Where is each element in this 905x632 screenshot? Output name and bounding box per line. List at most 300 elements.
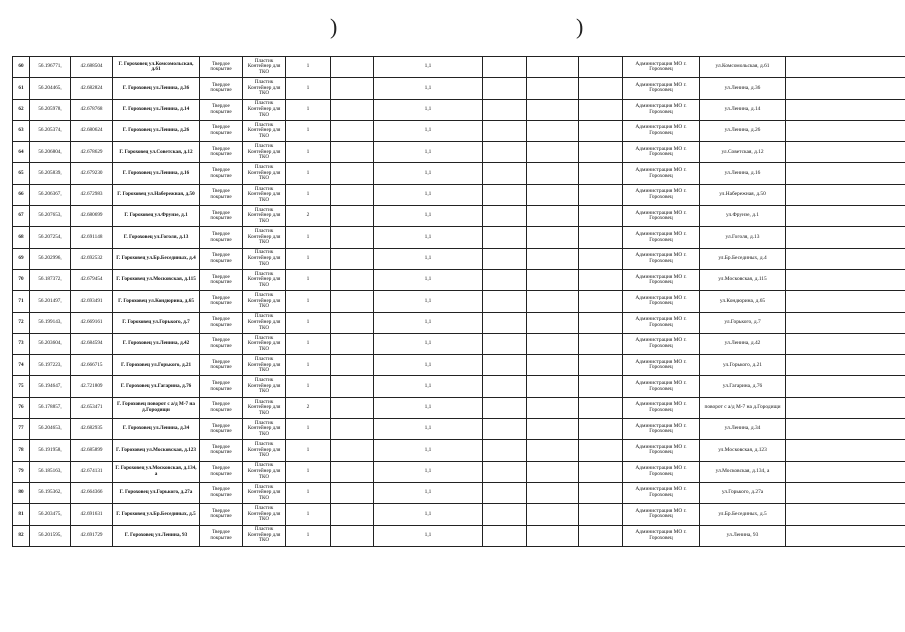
address-cell: Г. Гороховец ул.Московская, д.123 xyxy=(113,440,200,461)
row-number-cell: 66 xyxy=(13,184,30,205)
row-number-cell: 70 xyxy=(13,269,30,290)
waste-source-cell: ул.Гоголя, д.13 xyxy=(700,227,786,248)
container-count-cell: 1 xyxy=(286,419,331,440)
container-type-cell: Пластик Контейнер для ТКО xyxy=(243,163,286,184)
container-count-cell: 2 xyxy=(286,206,331,227)
owner-cell: Администрация МО г. Гороховец xyxy=(623,355,700,376)
owner-cell: Администрация МО г. Гороховец xyxy=(623,440,700,461)
container-type-cell: Пластик Контейнер для ТКО xyxy=(243,99,286,120)
container-volume-cell: 1,1 xyxy=(374,525,483,546)
row-number-cell: 77 xyxy=(13,419,30,440)
address-cell: Г. Гороховец ул.Ленина, д.16 xyxy=(113,163,200,184)
owner-cell: Администрация МО г. Гороховец xyxy=(623,376,700,397)
empty-cell xyxy=(483,525,527,546)
container-volume-cell: 1,1 xyxy=(374,461,483,482)
surface-type-cell: Твердое покрытие xyxy=(200,269,243,290)
empty-cell xyxy=(579,227,623,248)
longitude-cell: 42.688504 xyxy=(71,57,113,78)
table-row xyxy=(13,78,905,99)
longitude-cell: 42.682824 xyxy=(71,78,113,99)
empty-cell xyxy=(786,461,905,482)
owner-cell: Администрация МО г. Гороховец xyxy=(623,163,700,184)
empty-cell xyxy=(786,163,905,184)
waste-source-cell: ул.Бр.Бесединых, д.4 xyxy=(700,248,786,269)
waste-source-cell: ул.Ленина, д.26 xyxy=(700,120,786,141)
longitude-cell: 42.678629 xyxy=(71,142,113,163)
container-count-cell: 1 xyxy=(286,461,331,482)
row-number-cell: 78 xyxy=(13,440,30,461)
empty-cell xyxy=(331,333,374,354)
longitude-cell: 42.691729 xyxy=(71,525,113,546)
row-number-cell: 62 xyxy=(13,99,30,120)
empty-cell xyxy=(786,99,905,120)
empty-cell xyxy=(331,142,374,163)
row-number-cell: 81 xyxy=(13,504,30,525)
empty-cell xyxy=(527,142,579,163)
owner-cell: Администрация МО г. Гороховец xyxy=(623,397,700,418)
owner-cell: Администрация МО г. Гороховец xyxy=(623,291,700,312)
owner-cell: Администрация МО г. Гороховец xyxy=(623,184,700,205)
table-row xyxy=(13,142,905,163)
latitude-cell: 56.204465, xyxy=(30,78,71,99)
container-volume-cell: 1,1 xyxy=(374,78,483,99)
empty-cell xyxy=(579,504,623,525)
container-volume-cell: 1,1 xyxy=(374,227,483,248)
empty-cell xyxy=(579,482,623,503)
container-volume-cell: 1,1 xyxy=(374,163,483,184)
waste-source-cell: ул.Московская, д.123 xyxy=(700,440,786,461)
row-number-cell: 67 xyxy=(13,206,30,227)
longitude-cell: 42.682935 xyxy=(71,419,113,440)
latitude-cell: 56.207653, xyxy=(30,206,71,227)
surface-type-cell: Твердое покрытие xyxy=(200,78,243,99)
container-type-cell: Пластик Контейнер для ТКО xyxy=(243,57,286,78)
surface-type-cell: Твердое покрытие xyxy=(200,504,243,525)
row-number-cell: 80 xyxy=(13,482,30,503)
address-cell: Г. Гороховец ул.Ленина, д.26 xyxy=(113,120,200,141)
owner-cell: Администрация МО г. Гороховец xyxy=(623,99,700,120)
row-number-cell: 75 xyxy=(13,376,30,397)
address-cell: Г. Гороховец ул.Ленина, д.14 xyxy=(113,99,200,120)
empty-cell xyxy=(579,397,623,418)
table-row xyxy=(13,120,905,141)
punch-mark-left: ) xyxy=(330,14,338,39)
table-row xyxy=(13,355,905,376)
empty-cell xyxy=(331,355,374,376)
table-row xyxy=(13,333,905,354)
container-type-cell: Пластик Контейнер для ТКО xyxy=(243,206,286,227)
empty-cell xyxy=(579,312,623,333)
waste-source-cell: ул.Ленина, д.36 xyxy=(700,78,786,99)
surface-type-cell: Твердое покрытие xyxy=(200,206,243,227)
owner-cell: Администрация МО г. Гороховец xyxy=(623,269,700,290)
table-row xyxy=(13,163,905,184)
empty-cell xyxy=(331,482,374,503)
container-type-cell: Пластик Контейнер для ТКО xyxy=(243,525,286,546)
waste-source-cell: поворот с а/д М-7 на д.Городищи xyxy=(700,397,786,418)
container-volume-cell: 1,1 xyxy=(374,376,483,397)
waste-source-cell: ул.Горького, д.21 xyxy=(700,355,786,376)
empty-cell xyxy=(579,376,623,397)
empty-cell xyxy=(331,163,374,184)
row-number-cell: 74 xyxy=(13,355,30,376)
row-number-cell: 68 xyxy=(13,227,30,248)
empty-cell xyxy=(331,461,374,482)
empty-cell xyxy=(527,440,579,461)
empty-cell xyxy=(483,78,527,99)
surface-type-cell: Твердое покрытие xyxy=(200,291,243,312)
latitude-cell: 56.203604, xyxy=(30,333,71,354)
address-cell: Г. Гороховец ул.Ленина, д.42 xyxy=(113,333,200,354)
longitude-cell: 42.653471 xyxy=(71,397,113,418)
empty-cell xyxy=(483,504,527,525)
row-number-cell: 61 xyxy=(13,78,30,99)
container-volume-cell: 1,1 xyxy=(374,419,483,440)
surface-type-cell: Твердое покрытие xyxy=(200,120,243,141)
address-cell: Г. Гороховец ул.Ленина, д.36 xyxy=(113,78,200,99)
empty-cell xyxy=(579,461,623,482)
container-count-cell: 1 xyxy=(286,269,331,290)
owner-cell: Администрация МО г. Гороховец xyxy=(623,248,700,269)
latitude-cell: 56.187372, xyxy=(30,269,71,290)
empty-cell xyxy=(579,184,623,205)
container-type-cell: Пластик Контейнер для ТКО xyxy=(243,291,286,312)
surface-type-cell: Твердое покрытие xyxy=(200,525,243,546)
empty-cell xyxy=(579,440,623,461)
latitude-cell: 56.196771, xyxy=(30,57,71,78)
table-row xyxy=(13,57,905,78)
waste-source-cell: ул.Горького, д.7 xyxy=(700,312,786,333)
address-cell: Г. Гороховец ул.Комсомольская, д.61 xyxy=(113,57,200,78)
empty-cell xyxy=(579,269,623,290)
row-number-cell: 73 xyxy=(13,333,30,354)
container-count-cell: 1 xyxy=(286,376,331,397)
latitude-cell: 56.194647, xyxy=(30,376,71,397)
empty-cell xyxy=(527,163,579,184)
empty-cell xyxy=(527,504,579,525)
empty-cell xyxy=(483,227,527,248)
table-row xyxy=(13,227,905,248)
empty-cell xyxy=(579,78,623,99)
surface-type-cell: Твердое покрытие xyxy=(200,163,243,184)
empty-cell xyxy=(786,525,905,546)
empty-cell xyxy=(786,206,905,227)
container-count-cell: 1 xyxy=(286,525,331,546)
empty-cell xyxy=(483,57,527,78)
table-row xyxy=(13,99,905,120)
surface-type-cell: Твердое покрытие xyxy=(200,419,243,440)
empty-cell xyxy=(483,120,527,141)
latitude-cell: 56.185163, xyxy=(30,461,71,482)
longitude-cell: 42.692532 xyxy=(71,248,113,269)
waste-source-cell: ул.Московская, д.134, а xyxy=(700,461,786,482)
surface-type-cell: Твердое покрытие xyxy=(200,461,243,482)
empty-cell xyxy=(527,461,579,482)
row-number-cell: 71 xyxy=(13,291,30,312)
empty-cell xyxy=(527,291,579,312)
empty-cell xyxy=(579,99,623,120)
waste-source-cell: ул.Ленина, 93 xyxy=(700,525,786,546)
address-cell: Г. Гороховец ул.Горького, д.27а xyxy=(113,482,200,503)
container-volume-cell: 1,1 xyxy=(374,269,483,290)
waste-source-cell: ул.Комсомольская, д.61 xyxy=(700,57,786,78)
container-type-cell: Пластик Контейнер для ТКО xyxy=(243,333,286,354)
empty-cell xyxy=(579,206,623,227)
container-volume-cell: 1,1 xyxy=(374,206,483,227)
row-number-cell: 65 xyxy=(13,163,30,184)
surface-type-cell: Твердое покрытие xyxy=(200,333,243,354)
container-count-cell: 1 xyxy=(286,312,331,333)
container-type-cell: Пластик Контейнер для ТКО xyxy=(243,248,286,269)
empty-cell xyxy=(331,78,374,99)
waste-source-cell: ул.Ленина, д.14 xyxy=(700,99,786,120)
surface-type-cell: Твердое покрытие xyxy=(200,142,243,163)
table-row xyxy=(13,440,905,461)
empty-cell xyxy=(483,163,527,184)
latitude-cell: 56.206367, xyxy=(30,184,71,205)
waste-source-cell: ул.Ленина, д.42 xyxy=(700,333,786,354)
row-number-cell: 69 xyxy=(13,248,30,269)
empty-cell xyxy=(786,312,905,333)
empty-cell xyxy=(786,227,905,248)
address-cell: Г. Гороховец ул.Кондюрина, д.65 xyxy=(113,291,200,312)
empty-cell xyxy=(527,397,579,418)
empty-cell xyxy=(579,163,623,184)
empty-cell xyxy=(527,57,579,78)
longitude-cell: 42.669161 xyxy=(71,312,113,333)
waste-source-cell: ул.Гагарина, д.76 xyxy=(700,376,786,397)
container-count-cell: 1 xyxy=(286,57,331,78)
empty-cell xyxy=(483,482,527,503)
longitude-cell: 42.691631 xyxy=(71,504,113,525)
empty-cell xyxy=(331,248,374,269)
owner-cell: Администрация МО г. Гороховец xyxy=(623,419,700,440)
owner-cell: Администрация МО г. Гороховец xyxy=(623,206,700,227)
empty-cell xyxy=(527,419,579,440)
longitude-cell: 42.680699 xyxy=(71,206,113,227)
container-type-cell: Пластик Контейнер для ТКО xyxy=(243,376,286,397)
owner-cell: Администрация МО г. Гороховец xyxy=(623,57,700,78)
owner-cell: Администрация МО г. Гороховец xyxy=(623,333,700,354)
latitude-cell: 56.191958, xyxy=(30,440,71,461)
owner-cell: Администрация МО г. Гороховец xyxy=(623,461,700,482)
longitude-cell: 42.678768 xyxy=(71,99,113,120)
latitude-cell: 56.201595, xyxy=(30,525,71,546)
longitude-cell: 42.666715 xyxy=(71,355,113,376)
empty-cell xyxy=(527,269,579,290)
container-volume-cell: 1,1 xyxy=(374,333,483,354)
empty-cell xyxy=(786,291,905,312)
container-count-cell: 1 xyxy=(286,184,331,205)
table-row xyxy=(13,525,905,546)
empty-cell xyxy=(483,440,527,461)
container-type-cell: Пластик Контейнер для ТКО xyxy=(243,120,286,141)
address-cell: Г. Гороховец ул.Бр.Бесединых, д.4 xyxy=(113,248,200,269)
empty-cell xyxy=(483,397,527,418)
waste-source-cell: ул.Ленина, д.34 xyxy=(700,419,786,440)
table-row xyxy=(13,504,905,525)
address-cell: Г. Гороховец ул.Московская, д.134, а xyxy=(113,461,200,482)
container-volume-cell: 1,1 xyxy=(374,120,483,141)
latitude-cell: 56.195362, xyxy=(30,482,71,503)
empty-cell xyxy=(527,120,579,141)
empty-cell xyxy=(786,440,905,461)
longitude-cell: 42.685899 xyxy=(71,440,113,461)
address-cell: Г. Гороховец ул.Гагарина, д.76 xyxy=(113,376,200,397)
empty-cell xyxy=(786,419,905,440)
longitude-cell: 42.674131 xyxy=(71,461,113,482)
container-volume-cell: 1,1 xyxy=(374,142,483,163)
container-sites-table xyxy=(12,56,905,547)
empty-cell xyxy=(483,355,527,376)
latitude-cell: 56.202996, xyxy=(30,248,71,269)
empty-cell xyxy=(483,184,527,205)
container-type-cell: Пластик Контейнер для ТКО xyxy=(243,461,286,482)
empty-cell xyxy=(786,120,905,141)
surface-type-cell: Твердое покрытие xyxy=(200,227,243,248)
surface-type-cell: Твердое покрытие xyxy=(200,184,243,205)
empty-cell xyxy=(579,355,623,376)
container-count-cell: 1 xyxy=(286,355,331,376)
owner-cell: Администрация МО г. Гороховец xyxy=(623,312,700,333)
empty-cell xyxy=(483,291,527,312)
empty-cell xyxy=(786,355,905,376)
container-type-cell: Пластик Контейнер для ТКО xyxy=(243,440,286,461)
empty-cell xyxy=(331,504,374,525)
surface-type-cell: Твердое покрытие xyxy=(200,482,243,503)
owner-cell: Администрация МО г. Гороховец xyxy=(623,227,700,248)
surface-type-cell: Твердое покрытие xyxy=(200,440,243,461)
waste-source-cell: ул.Горького, д.27а xyxy=(700,482,786,503)
latitude-cell: 56.203475, xyxy=(30,504,71,525)
empty-cell xyxy=(331,376,374,397)
longitude-cell: 42.684594 xyxy=(71,333,113,354)
address-cell: Г. Гороховец ул.Ленина, 93 xyxy=(113,525,200,546)
table-row xyxy=(13,419,905,440)
table-row xyxy=(13,376,905,397)
surface-type-cell: Твердое покрытие xyxy=(200,376,243,397)
longitude-cell: 42.679454 xyxy=(71,269,113,290)
longitude-cell: 42.721809 xyxy=(71,376,113,397)
waste-source-cell: ул.Ленина, д.16 xyxy=(700,163,786,184)
latitude-cell: 56.205374, xyxy=(30,120,71,141)
empty-cell xyxy=(579,419,623,440)
empty-cell xyxy=(527,312,579,333)
container-count-cell: 1 xyxy=(286,333,331,354)
latitude-cell: 56.197223, xyxy=(30,355,71,376)
empty-cell xyxy=(579,142,623,163)
waste-source-cell: ул.Набережная, д.50 xyxy=(700,184,786,205)
address-cell: Г. Гороховец ул.Советская, д.12 xyxy=(113,142,200,163)
latitude-cell: 56.178857, xyxy=(30,397,71,418)
longitude-cell: 42.664366 xyxy=(71,482,113,503)
empty-cell xyxy=(331,120,374,141)
container-type-cell: Пластик Контейнер для ТКО xyxy=(243,312,286,333)
row-number-cell: 64 xyxy=(13,142,30,163)
container-volume-cell: 1,1 xyxy=(374,504,483,525)
empty-cell xyxy=(331,57,374,78)
container-type-cell: Пластик Контейнер для ТКО xyxy=(243,504,286,525)
table-row xyxy=(13,397,905,418)
empty-cell xyxy=(483,248,527,269)
container-type-cell: Пластик Контейнер для ТКО xyxy=(243,419,286,440)
empty-cell xyxy=(786,333,905,354)
waste-source-cell: ул.Бр.Бесединых, д.5 xyxy=(700,504,786,525)
table-row xyxy=(13,482,905,503)
surface-type-cell: Твердое покрытие xyxy=(200,312,243,333)
empty-cell xyxy=(579,120,623,141)
waste-source-cell: ул.Фрунзе, д.1 xyxy=(700,206,786,227)
row-number-cell: 79 xyxy=(13,461,30,482)
row-number-cell: 63 xyxy=(13,120,30,141)
owner-cell: Администрация МО г. Гороховец xyxy=(623,142,700,163)
row-number-cell: 76 xyxy=(13,397,30,418)
empty-cell xyxy=(527,227,579,248)
container-volume-cell: 1,1 xyxy=(374,184,483,205)
empty-cell xyxy=(331,419,374,440)
waste-source-cell: ул.Московская, д.115 xyxy=(700,269,786,290)
table-body xyxy=(13,57,905,547)
address-cell: Г. Гороховец ул.Набережная, д.50 xyxy=(113,184,200,205)
surface-type-cell: Твердое покрытие xyxy=(200,248,243,269)
empty-cell xyxy=(786,248,905,269)
empty-cell xyxy=(483,376,527,397)
row-number-cell: 72 xyxy=(13,312,30,333)
punch-mark-right: ) xyxy=(576,14,584,39)
container-count-cell: 1 xyxy=(286,78,331,99)
empty-cell xyxy=(579,333,623,354)
address-cell: Г. Гороховец ул.Московская, д.115 xyxy=(113,269,200,290)
empty-cell xyxy=(527,525,579,546)
empty-cell xyxy=(786,397,905,418)
empty-cell xyxy=(786,482,905,503)
container-count-cell: 1 xyxy=(286,99,331,120)
table-row xyxy=(13,461,905,482)
owner-cell: Администрация МО г. Гороховец xyxy=(623,120,700,141)
longitude-cell: 42.672983 xyxy=(71,184,113,205)
empty-cell xyxy=(483,461,527,482)
owner-cell: Администрация МО г. Гороховец xyxy=(623,504,700,525)
container-count-cell: 1 xyxy=(286,142,331,163)
container-volume-cell: 1,1 xyxy=(374,312,483,333)
container-type-cell: Пластик Контейнер для ТКО xyxy=(243,269,286,290)
empty-cell xyxy=(483,333,527,354)
container-volume-cell: 1,1 xyxy=(374,57,483,78)
empty-cell xyxy=(331,397,374,418)
container-type-cell: Пластик Контейнер для ТКО xyxy=(243,355,286,376)
empty-cell xyxy=(786,142,905,163)
empty-cell xyxy=(786,269,905,290)
table-row xyxy=(13,248,905,269)
container-volume-cell: 1,1 xyxy=(374,99,483,120)
empty-cell xyxy=(331,525,374,546)
empty-cell xyxy=(527,248,579,269)
container-volume-cell: 1,1 xyxy=(374,248,483,269)
empty-cell xyxy=(579,248,623,269)
empty-cell xyxy=(331,291,374,312)
longitude-cell: 42.679230 xyxy=(71,163,113,184)
latitude-cell: 56.201497, xyxy=(30,291,71,312)
container-type-cell: Пластик Контейнер для ТКО xyxy=(243,227,286,248)
surface-type-cell: Твердое покрытие xyxy=(200,99,243,120)
empty-cell xyxy=(527,206,579,227)
latitude-cell: 56.205839, xyxy=(30,163,71,184)
address-cell: Г. Гороховец ул.Гоголя, д.13 xyxy=(113,227,200,248)
latitude-cell: 56.204653, xyxy=(30,419,71,440)
empty-cell xyxy=(331,184,374,205)
container-count-cell: 1 xyxy=(286,120,331,141)
empty-cell xyxy=(786,57,905,78)
